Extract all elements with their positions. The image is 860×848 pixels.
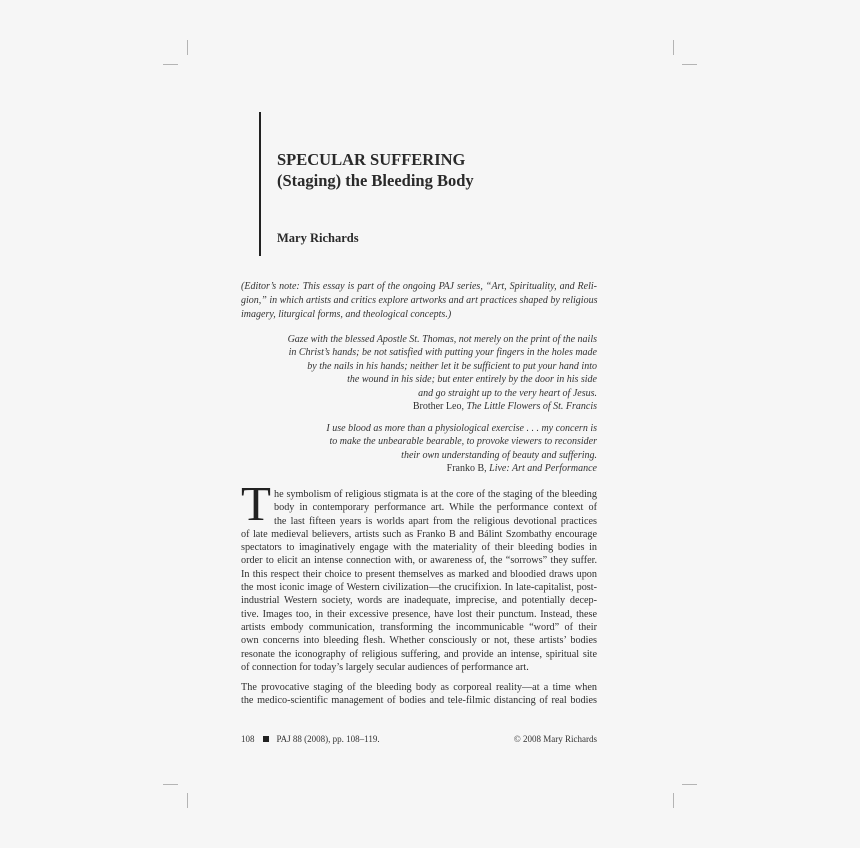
page-footer	[241, 734, 597, 744]
epigraph-line: and go straight up to the very heart of Jesus.	[418, 387, 597, 399]
journal-citation: PAJ 88 (2008), pp. 108–119.	[276, 734, 380, 744]
epigraph-line: I use blood as more than a physiological exercise . . . my concern is	[326, 423, 597, 434]
author-name: Mary Richards	[277, 231, 359, 245]
epigraph-line: by the nails in his hands; neither let it be sufficient to put your hand into	[307, 360, 597, 372]
body-line: the most iconic image of Western civilization—the crucifixion. In late-capitalist, post-	[241, 582, 597, 594]
crop-mark-top-right-vertical	[673, 40, 674, 55]
epigraph-line: their own understanding of beauty and suffering.	[401, 449, 597, 461]
crop-mark-bottom-left-vertical	[187, 793, 188, 808]
crop-mark-top-left-vertical	[187, 40, 188, 55]
page-number: 108	[241, 734, 255, 744]
body-line: the medico-scientific management of bodies and tele-filmic distancing of real bodies	[241, 695, 597, 707]
attribution-work: Live: Art and Performance	[489, 463, 597, 475]
body-line: artists embody communication, transforming the incommunicable “word” of their	[241, 621, 597, 633]
crop-mark-bottom-left-horizontal	[163, 784, 178, 785]
drop-cap: T	[241, 476, 271, 531]
crop-mark-top-right-horizontal	[682, 64, 697, 65]
body-paragraph-1	[241, 488, 597, 674]
crop-mark-top-left-horizontal	[163, 64, 178, 65]
body-line: tive. Images too, in their excessive presence, have lost their punctum. Instead, these	[241, 608, 597, 620]
body-line: The provocative staging of the bleeding body as corporeal reality—at a time when	[241, 682, 597, 693]
epigraph-attribution	[326, 462, 597, 475]
body-line: body in contemporary performance art. While the performance context of	[274, 502, 597, 514]
epigraph-line: in Christ’s hands; be not satisfied with putting your fingers in the holes made	[288, 347, 597, 359]
body-line: spectators to imaginatively engage with the materiality of their bleeding bodies in	[241, 542, 597, 554]
title-line-1: SPECULAR SUFFERING	[277, 150, 466, 169]
epigraph-line: to make the unbearable bearable, to provoke viewers to reconsider	[329, 436, 597, 448]
copyright-notice: © 2008 Mary Richards	[513, 734, 597, 744]
epigraph-attribution	[288, 400, 597, 413]
article-title	[277, 149, 474, 191]
editor-note-line: (Editor’s note: This essay is part of the ongoing PAJ series, “Art, Spirituality, and Reli-	[241, 281, 597, 292]
editor-note-line: imagery, liturgical forms, and theological concepts.)	[241, 309, 452, 320]
body-line: he symbolism of religious stigmata is at the core of the staging of the bleeding	[274, 489, 597, 500]
body-line: of connection for today’s largely secular audiences of performance art.	[241, 661, 529, 673]
crop-mark-bottom-right-horizontal	[682, 784, 697, 785]
epigraph-line: Gaze with the blessed Apostle St. Thomas, not merely on the print of the nails	[287, 334, 597, 345]
epigraph-line: the wound in his side; but enter entirely by the door in his side	[347, 374, 597, 386]
title-line-2: (Staging) the Bleeding Body	[277, 171, 474, 190]
title-vertical-rule	[259, 112, 261, 256]
body-line: order to elicit an intense connection with, or awareness of, the “sorrows” they suffer.	[241, 555, 597, 567]
square-bullet-icon	[263, 736, 269, 742]
crop-mark-bottom-right-vertical	[673, 793, 674, 808]
attribution-work: The Little Flowers of St. Francis	[466, 401, 597, 413]
editor-note-line: gion,” in which artists and critics explore artworks and art practices shaped by religious	[241, 295, 598, 306]
footer-citation-group	[241, 734, 380, 744]
editor-note	[241, 280, 597, 322]
body-line: the last fifteen years is worlds apart from the religious devotional practices	[274, 515, 597, 527]
body-line: In this respect their choice to present themselves as marked and bloodied draws upon	[241, 568, 597, 580]
body-paragraph-2	[241, 681, 597, 708]
epigraph-brother-leo	[288, 333, 597, 413]
body-line: resonate the iconography of religious suffering, and provide an intense, spiritual site	[241, 648, 597, 660]
body-line: own concerns into bleeding flesh. Whether consciously or not, these artists’ bodies	[241, 635, 597, 647]
attribution-author: Franko B,	[446, 463, 490, 475]
body-line: of late medieval believers, artists such as Franko B and Bálint Szombathy encourage	[241, 528, 597, 540]
body-line: industrial Western society, words are inadequate, imprecise, and potentially decep-	[241, 595, 597, 607]
attribution-author: Brother Leo,	[412, 401, 467, 413]
epigraph-franko-b	[326, 422, 597, 476]
